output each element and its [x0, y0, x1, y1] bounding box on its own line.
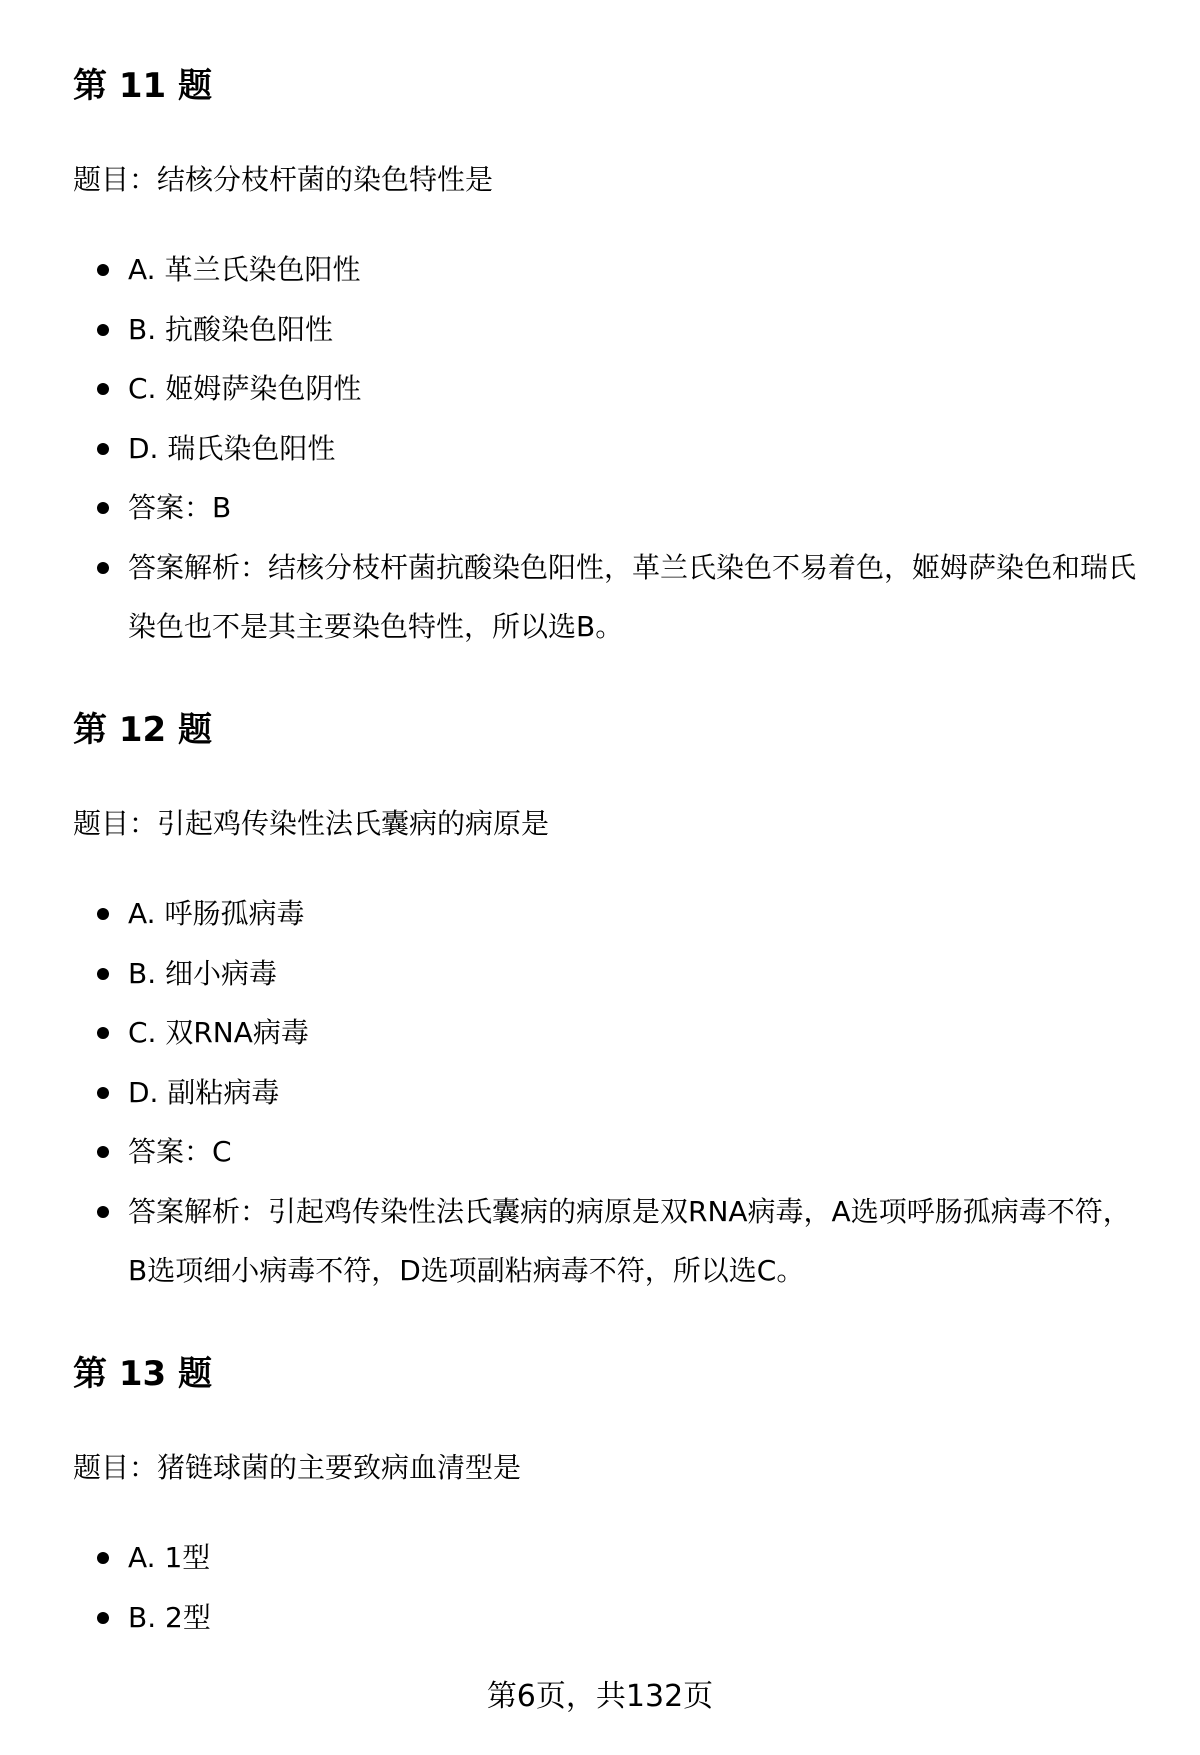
- answer: [0, 478, 1200, 538]
- option-text: C. 姬姆萨染色阴性: [128, 372, 362, 405]
- option-b: [0, 300, 1200, 360]
- option-c: [0, 359, 1200, 419]
- option-list: [0, 884, 1200, 1301]
- question-stem: 题目：引起鸡传染性法氏囊病的病原是: [73, 807, 550, 840]
- option-text: B. 细小病毒: [128, 956, 278, 990]
- option-text: A. 呼肠孤病毒: [128, 897, 305, 930]
- bullet-icon: [97, 908, 109, 920]
- bullet-icon: [97, 1146, 109, 1158]
- bullet-icon: [97, 562, 109, 574]
- question-stem: 题目：猪链球菌的主要致病血清型是: [73, 1451, 522, 1484]
- option-b: [0, 944, 1200, 1004]
- explanation-text: 答案解析：结核分枝杆菌抗酸染色阳性，革兰氏染色不易着色，姬姆萨染色和瑞氏染色也不是其主要染色特性，所以选B。: [128, 550, 1137, 643]
- question-title: 第 13 题: [73, 1354, 212, 1394]
- option-a: [0, 884, 1200, 944]
- option-c: [0, 1003, 1200, 1063]
- bullet-icon: [97, 264, 109, 276]
- option-text: D. 副粘病毒: [128, 1075, 280, 1109]
- option-text: B. 2型: [128, 1600, 211, 1634]
- question-stem: 题目：结核分枝杆菌的染色特性是: [73, 163, 494, 196]
- answer-text: 答案：C: [128, 1135, 232, 1168]
- bullet-icon: [97, 1552, 109, 1564]
- bullet-icon: [97, 1206, 109, 1218]
- bullet-icon: [97, 383, 109, 395]
- bullet-icon: [97, 1087, 109, 1099]
- answer-explanation: [0, 1182, 1200, 1301]
- option-text: A. 1型: [128, 1541, 211, 1574]
- option-list: [0, 1528, 1200, 1647]
- question-title: 第 12 题: [73, 710, 212, 750]
- page-number: 第6页，共132页: [486, 1679, 714, 1714]
- bullet-icon: [97, 1027, 109, 1039]
- option-a: [0, 1528, 1200, 1588]
- option-text: A. 革兰氏染色阳性: [128, 253, 361, 286]
- option-b: [0, 1588, 1200, 1648]
- option-text: C. 双RNA病毒: [128, 1016, 309, 1049]
- bullet-icon: [97, 968, 109, 980]
- bullet-icon: [97, 1612, 109, 1624]
- option-d: [0, 419, 1200, 479]
- answer-explanation: [0, 538, 1200, 657]
- option-text: D. 瑞氏染色阳性: [128, 431, 336, 465]
- option-d: [0, 1063, 1200, 1123]
- option-a: [0, 240, 1200, 300]
- explanation-text: 答案解析：引起鸡传染性法氏囊病的病原是双RNA病毒，A选项呼肠孤病毒不符，B选项细小病毒不符，D选项副粘病毒不符，所以选C。: [128, 1194, 1131, 1287]
- bullet-icon: [97, 502, 109, 514]
- bullet-icon: [97, 443, 109, 455]
- option-list: [0, 240, 1200, 657]
- answer-text: 答案：B: [128, 491, 232, 524]
- answer: [0, 1122, 1200, 1182]
- option-text: B. 抗酸染色阳性: [128, 312, 334, 346]
- question-title: 第 11 题: [73, 66, 212, 106]
- bullet-icon: [97, 324, 109, 336]
